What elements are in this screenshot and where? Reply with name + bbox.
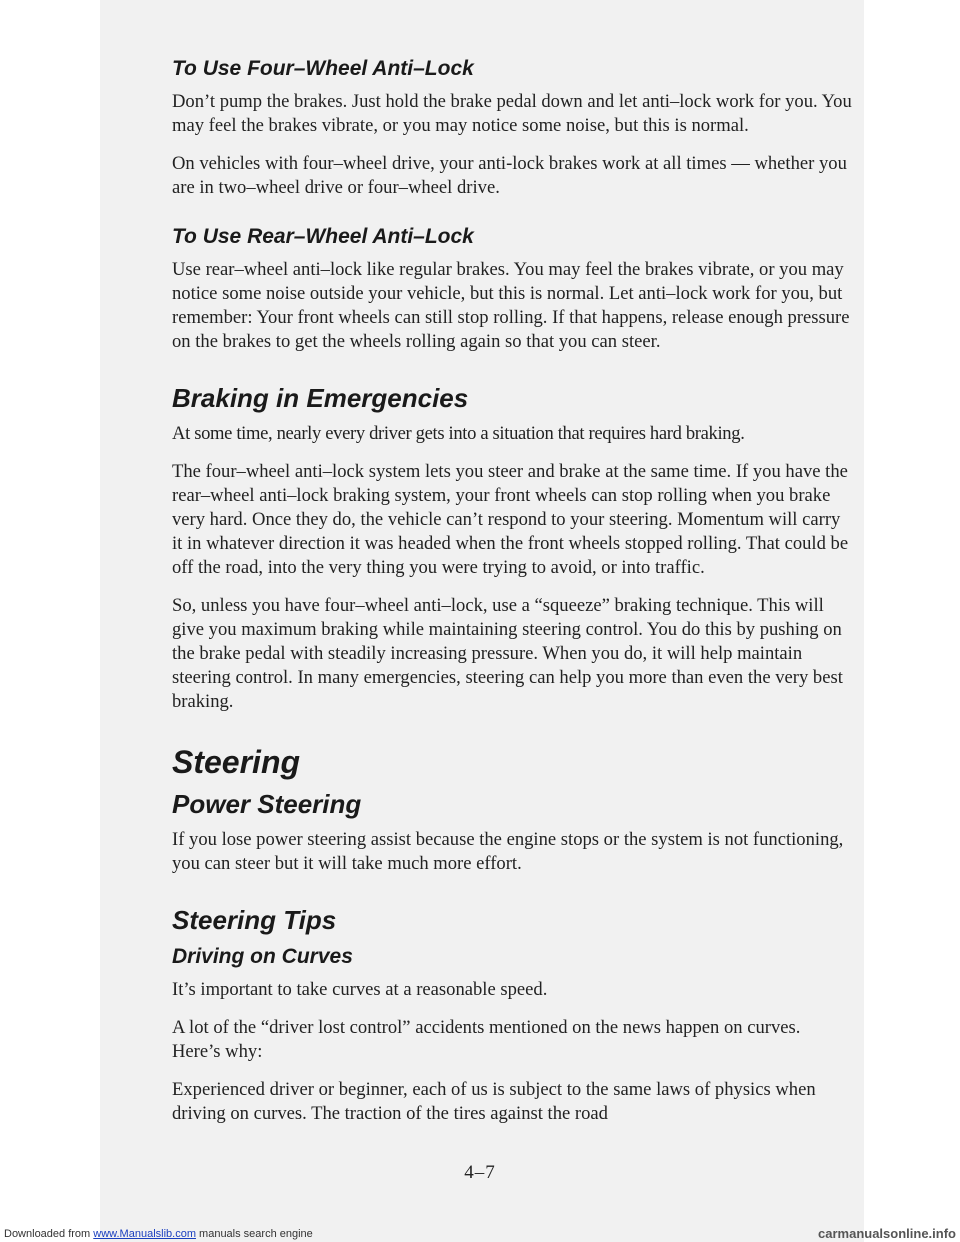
heading-rear-wheel-anti-lock: To Use Rear–Wheel Anti–Lock	[172, 225, 474, 248]
paragraph: The four–wheel anti–lock system lets you steer and brake at the same time. If you have the rear–wheel anti–lock braking system, your front wheels can stop rolling when you brake very hard. Once they do, the vehicle can’t respond to your steering. Momentum will carry it in whatever direction it was headed when the front wheels stopped rolling. That could be off the road, into the very thing you were trying to avoid, or into traffic.	[172, 461, 849, 578]
paragraph: Experienced driver or beginner, each of us is subject to the same laws of physics when driving on curves. The traction of the tires against the road	[172, 1079, 816, 1124]
paragraph: Use rear–wheel anti–lock like regular brakes. You may feel the brakes vibrate, or you may notice some noise outside your vehicle, but this is normal. Let anti–lock work for you, but remember: Your front wheels can still stop rolling. If that happens, release enough pressure on the brakes to get the wheels rolling again so that you can steer.	[172, 259, 850, 352]
manualslib-link[interactable]: www.Manualslib.com	[93, 1228, 196, 1240]
paragraph: Don’t pump the brakes. Just hold the brake pedal down and let anti–lock work for you. You may feel the brakes vibrate, or you may notice some noise, but this is normal.	[172, 91, 852, 136]
heading-driving-on-curves: Driving on Curves	[172, 945, 353, 968]
heading-four-wheel-anti-lock: To Use Four–Wheel Anti–Lock	[172, 57, 474, 80]
heading-steering-tips: Steering Tips	[172, 905, 337, 935]
heading-steering: Steering	[172, 744, 301, 780]
watermark: carmanualsonline.info	[818, 1226, 956, 1241]
paragraph: On vehicles with four–wheel drive, your anti-lock brakes work at all times — whether you are in two–wheel drive or four–wheel drive.	[172, 153, 847, 198]
download-notice: Downloaded from www.Manualslib.com manuals search engine	[4, 1228, 313, 1240]
heading-braking-in-emergencies: Braking in Emergencies	[172, 383, 469, 413]
heading-power-steering: Power Steering	[172, 789, 362, 819]
paragraph: It’s important to take curves at a reasonable speed.	[172, 979, 548, 1000]
paragraph: A lot of the “driver lost control” accidents mentioned on the news happen on curves. Here’s why:	[172, 1017, 801, 1062]
paragraph: At some time, nearly every driver gets into a situation that requires hard braking.	[172, 423, 745, 444]
page-content	[172, 56, 852, 1140]
paragraph: If you lose power steering assist because the engine stops or the system is not functioning, you can steer but it will take much more effort.	[172, 829, 844, 874]
footer	[0, 1226, 960, 1242]
paragraph: So, unless you have four–wheel anti–lock, use a “squeeze” braking technique. This will give you maximum braking while maintaining steering control. You do this by pushing on the brake pedal with steadily increasing pressure. When you do, it will help maintain steering control. In many emergencies, steering can help you more than even the very best braking.	[172, 595, 843, 712]
page-number: 4–7	[464, 1162, 496, 1183]
